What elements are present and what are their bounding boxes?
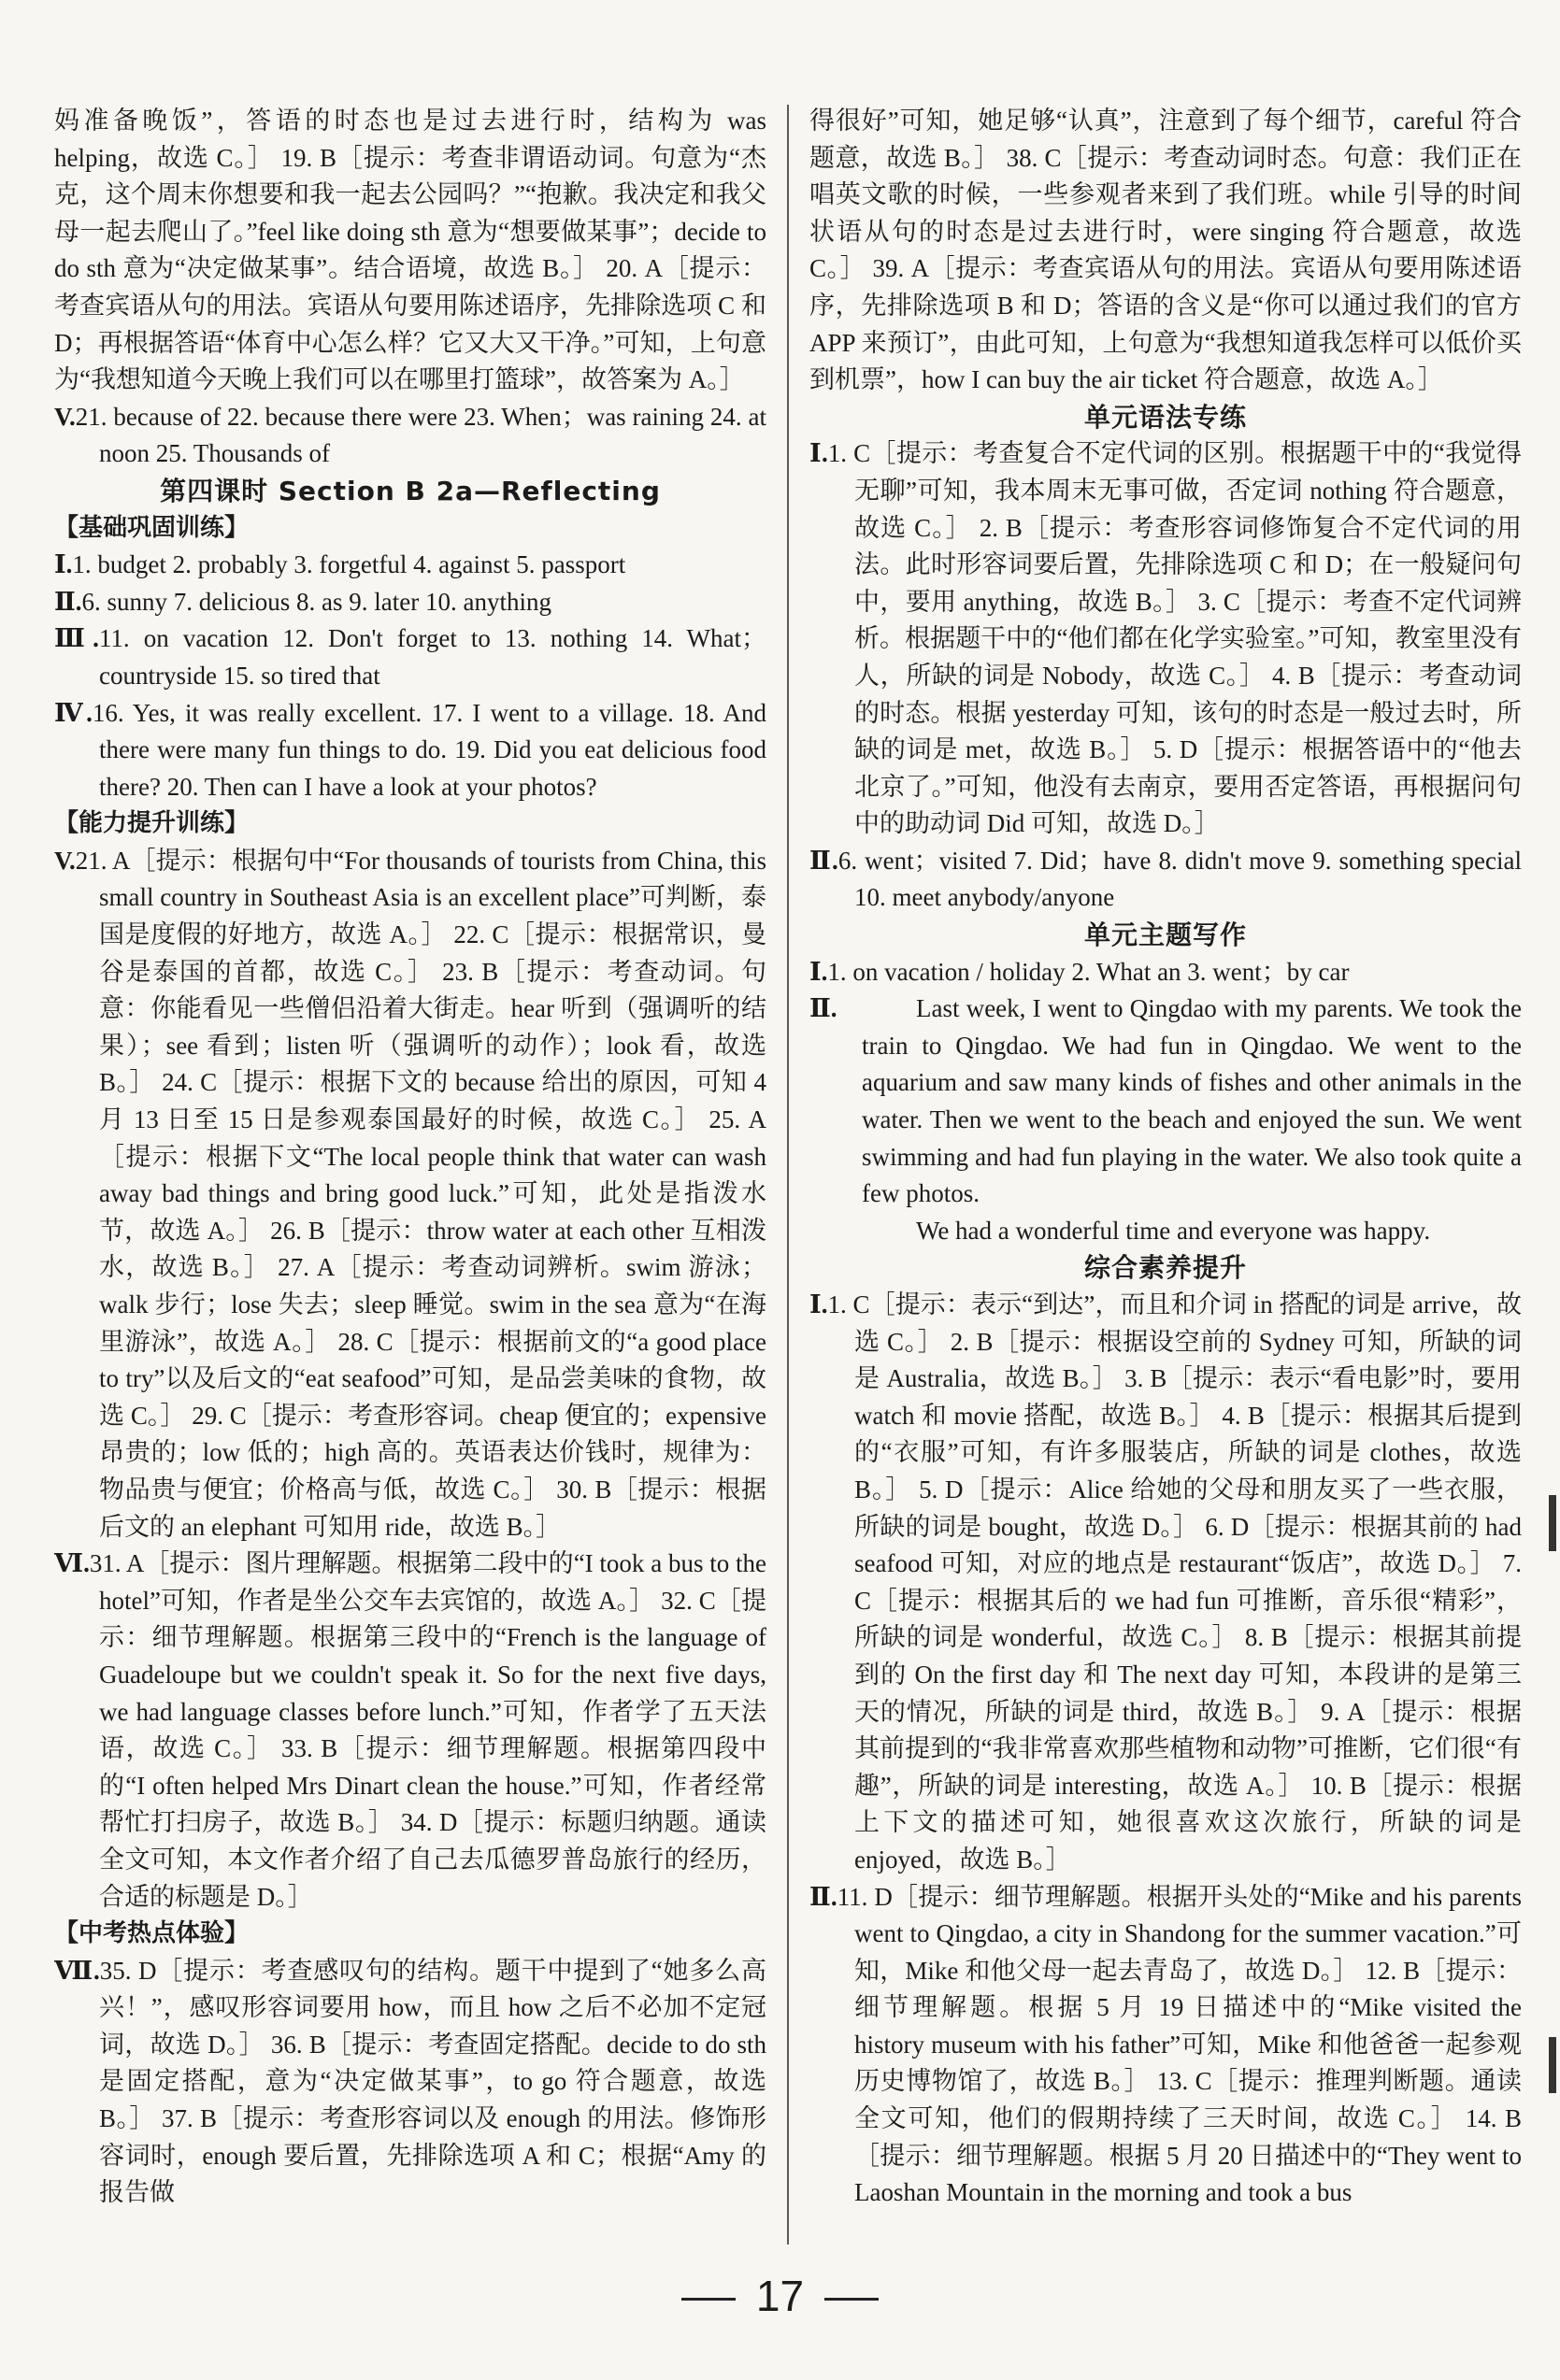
basic-training-heading: 【基础巩固训练】: [54, 513, 250, 542]
section-vi-answers: [54, 1546, 766, 1916]
writing-section-i-text: 1. on vacation / holiday 2. What an 3. went；by car: [827, 957, 1350, 986]
section-v-label: V.: [54, 402, 76, 431]
grammar-section-ii: [809, 843, 1522, 917]
comprehensive-section-i-text: 1. C［提示：表示“到达”，而且和介词 in 搭配的词是 arrive，故选 C。］ 2. B［提示：根据设空前的 Sydney 可知，所缺的词是 Australia，故选 B。］ 3. B［提示：表示“看电影”时，要用 watch 和 movie 搭配，故选 B。］ 4. B［提示：根据其后提到的“衣服”可知，有许多服装店，所缺的词是 clothes，故选 B。］ 5. D［提示：Alice 给她的父母和朋友买了一些衣服，所缺的词是 bought，故选 D。］ 6. D［提示：根据其前的 had seafood 可知，对应的地点是 restaurant“饭店”，故选 D。］ 7. C［提示：根据其后的 we had fun 可推断，音乐很“精彩”，所缺的词是 wonderful，故选 C。］ 8. B［提示：根据其前提到的 On the first day 和 The next day 可知，本段讲的是第三天的情况，所缺的词是 third，故选 B。］ 9. A［提示：根据其前提到的“我非常喜欢那些植物和动物”可推断，它们很“有趣”，所缺的词是 interesting，故选 A。］ 10. B［提示：根据上下文的描述可知，她很喜欢这次旅行，所缺的词是 enjoyed，故选 B。］: [827, 1290, 1522, 1874]
page-footer: [0, 2271, 1560, 2321]
right-column: [809, 103, 1522, 2252]
writing-section-ii: [809, 990, 1522, 1249]
section-ii-label: Ⅱ.: [54, 587, 82, 616]
section-iv-answers: [54, 695, 766, 806]
model-essay: [862, 990, 1522, 1249]
section-iii-label: Ⅲ.: [54, 624, 99, 653]
section-vii-label: Ⅶ.: [54, 1956, 100, 1985]
essay-paragraph-1: Last week, I went to Qingdao with my parents. We took the train to Qingdao. We had fun in Qingdao. We went to the aquarium and saw many kinds of fishes and other animals in the water. Then we went to the beach and enjoyed the sun. We went swimming and had fun playing in the water. We also took quite a few photos.: [862, 994, 1522, 1208]
comprehensive-section-ii: [809, 1879, 1522, 2212]
unit-writing-title: 单元主题写作: [1083, 919, 1247, 951]
page-number: 17: [755, 2272, 805, 2320]
comprehensive-title: 综合素养提升: [1083, 1252, 1247, 1284]
ability-training-heading: 【能力提升训练】: [54, 809, 250, 838]
section-v2-answers: [54, 843, 766, 1546]
comprehensive-section-i-label: Ⅰ.: [809, 1290, 828, 1318]
section-v-text: 21. because of 22. because there were 23. When；was raining 24. at noon 25. Thousands of: [75, 402, 766, 468]
writing-section-i: [809, 954, 1522, 991]
section-vii-text: 35. D［提示：考查感叹句的结构。题干中提到了“她多么高兴！”，感叹形容词要用 how，而且 how 之后不必加不定冠词，故选 D。］ 36. B［提示：考查固定搭配。decide to do sth 是固定搭配，意为“决定做某事”，to go 符合题意，故选 B。］ 37. B［提示：考查形容词以及 enough 的用法。修饰形容词时，enough 要后置，先排除选项 A 和 C；根据“Amy 的报告做: [99, 1956, 766, 2207]
section-vii-answers: [54, 1953, 766, 2212]
section-v2-text: 21. A［提示：根据句中“For thousands of tourists from China, this small country in Southeast Asia is an excellent place”可判断，泰国是度假的好地方，故选 A。］ 22. C［提示：根据常识，曼谷是泰国的首都，故选 C。］ 23. B［提示：考查动词。句意：你能看见一些僧侣沿着大街走。hear 听到（强调听的结果）；see 看到；listen 听（强调听的动作）；look 看，故选 B。］ 24. C［提示：根据下文的 because 给出的原因，可知 4 月 13 日至 15 日是参观泰国最好的时候，故选 C。］ 25. A［提示：根据下文“The local people think that water can wash away bad things and bring good luck.”可知，此处是指泼水节，故选 A。］ 26. B［提示：throw water at each other 互相泼水，故选 B。］ 27. A［提示：考查动词辨析。swim 游泳；walk 步行；lose 失去；sleep 睡觉。swim in the sea 意为“在海里游泳”，故选 A。］ 28. C［提示：根据前文的“a good place to try”以及后文的“eat seafood”可知，是品尝美味的食物，故选 C。］ 29. C［提示：考查形容词。cheap 便宜的；expensive 昂贵的；low 低的；high 高的。英语表达价钱时，规律为：物品贵与便宜；价格高与低，故选 C。］ 30. B［提示：根据后文的 an elephant 可知用 ride，故选 B。］: [75, 846, 766, 1541]
section-iv-text: 16. Yes, it was really excellent. 17. I went to a village. 18. And there were many fun things to do. 19. Did you eat delicious food there? 20. Then can I have a look at your photos?: [92, 698, 766, 801]
comprehensive-section-ii-label: Ⅱ.: [809, 1882, 837, 1911]
grammar-section-ii-text: 6. went；visited 7. Did；have 8. didn't move 9. something special 10. meet anybody/anyone: [837, 846, 1522, 912]
section-iii-answers: [54, 620, 766, 694]
column-divider: [787, 105, 789, 2245]
section-iv-label: Ⅳ.: [54, 698, 93, 727]
section-v2-label: V.: [54, 846, 76, 875]
section-i-answers: [54, 547, 766, 584]
left-column: [54, 103, 766, 2252]
section-i-text: 1. budget 2. probably 3. forgetful 4. against 5. passport: [72, 550, 626, 579]
footer-dash-left: [681, 2298, 736, 2301]
left-para-1: 妈准备晚饭”，答语的时态也是过去进行时，结构为 was helping，故选 C。］ 19. B［提示：考查非谓语动词。句意为“杰克，这个周末你想要和我一起去公园吗？”“抱歉。我决定和我父母一起去爬山了。”feel like doing sth 意为“想要做某事”；decide to do sth 意为“决定做某事”。结合语境，故选 B。］ 20. A［提示：考查宾语从句的用法。宾语从句要用陈述语序，先排除选项 C 和 D；再根据答语“体育中心怎么样？它又大又干净。”可知，上句意为“我想知道今天晚上我们可以在哪里打篮球”，故答案为 A。］: [54, 107, 766, 394]
lesson-title: 第四课时 Section B 2a—Reflecting: [160, 475, 661, 506]
exam-experience-heading: 【中考热点体验】: [54, 1919, 250, 1948]
grammar-section-i-text: 1. C［提示：考查复合不定代词的区别。根据题干中的“我觉得无聊”可知，我本周末无事可做，否定词 nothing 符合题意，故选 C。］ 2. B［提示：考查形容词修饰复合不定代词的用法。此时形容词要后置，先排除选项 C 和 D；在一般疑问句中，要用 anything，故选 B。］ 3. C［提示：考查不定代词辨析。根据题干中的“他们都在化学实验室。”可知，教室里没有人，所缺的词是 Nobody，故选 C。］ 4. B［提示：考查动词的时态。根据 yesterday 可知，该句的时态是一般过去时，所缺的词是 met，故选 B。］ 5. D［提示：根据答语中的“他去北京了。”可知，他没有去南京，要用否定答语，再根据问句中的助动词 Did 可知，故选 D。］: [827, 439, 1522, 838]
grammar-section-i-label: Ⅰ.: [809, 439, 828, 468]
section-v-answers: [54, 399, 766, 473]
section-vi-label: Ⅵ.: [54, 1549, 90, 1578]
edge-mark: [1549, 2037, 1556, 2093]
unit-grammar-title: 单元语法专练: [1083, 401, 1247, 433]
writing-section-ii-label: Ⅱ.: [809, 994, 837, 1023]
grammar-section-ii-label: Ⅱ.: [809, 846, 838, 875]
grammar-section-i: [809, 435, 1522, 843]
section-ii-text: 6. sunny 7. delicious 8. as 9. later 10. anything: [81, 587, 551, 616]
comprehensive-section-i: [809, 1287, 1522, 1879]
footer-dash-right: [824, 2298, 879, 2301]
section-iii-text: 11. on vacation 12. Don't forget to 13. nothing 14. What；countryside 15. so tired that: [98, 624, 766, 690]
section-vi-text: 31. A［提示：图片理解题。根据第二段中的“I took a bus to the hotel”可知，作者是坐公交车去宾馆的，故选 A。］ 32. C［提示：细节理解题。根据第三段中的“French is the language of Guadeloupe but we couldn't speak it. So for the next five days, we had language classes before lunch.”可知，作者学了五天法语，故选 C。］ 33. B［提示：细节理解题。根据第四段中的“I often helped Mrs Dinart clean the house.”可知，作者经常帮忙打扫房子，故选 B。］ 34. D［提示：标题归纳题。通读全文可知，本文作者介绍了自己去瓜德罗普岛旅行的经历，合适的标题是 D。］: [89, 1549, 766, 1911]
right-para-1: 得很好”可知，她足够“认真”，注意到了每个细节，careful 符合题意，故选 B。］ 38. C［提示：考查动词时态。句意：我们正在唱英文歌的时候，一些参观者来到了我们班。while 引导的时间状语从句的时态是过去进行时，were singing 符合题意，故选 C。］ 39. A［提示：考查宾语从句的用法。宾语从句要用陈述语序，先排除选项 B 和 D；答语的含义是“你可以通过我们的官方 APP 来预订”，由此可知，上句意为“我想知道我怎样可以低价买到机票”，how I can buy the air ticket 符合题意，故选 A。］: [809, 107, 1522, 394]
essay-paragraph-2: We had a wonderful time and everyone was happy.: [916, 1216, 1431, 1245]
section-i-label: Ⅰ.: [54, 550, 73, 579]
writing-section-i-label: Ⅰ.: [809, 957, 828, 986]
edge-mark: [1549, 1495, 1556, 1551]
comprehensive-section-ii-text: 11. D［提示：细节理解题。根据开头处的“Mike and his parents went to Qingdao, a city in Shandong for the summer vacation.”可知，Mike 和他父母一起去青岛了，故选 D。］ 12. B［提示：细节理解题。根据 5 月 19 日描述中的“Mike visited the history museum with his father”可知，Mike 和他爸爸一起参观历史博物馆了，故选 B。］ 13. C［提示：推理判断题。通读全文可知，他们的假期持续了三天时间，故选 C。］ 14. B［提示：细节理解题。根据 5 月 20 日描述中的“They went to Laoshan Mountain in the morning and took a bus: [837, 1882, 1522, 2207]
section-ii-answers: [54, 584, 766, 621]
